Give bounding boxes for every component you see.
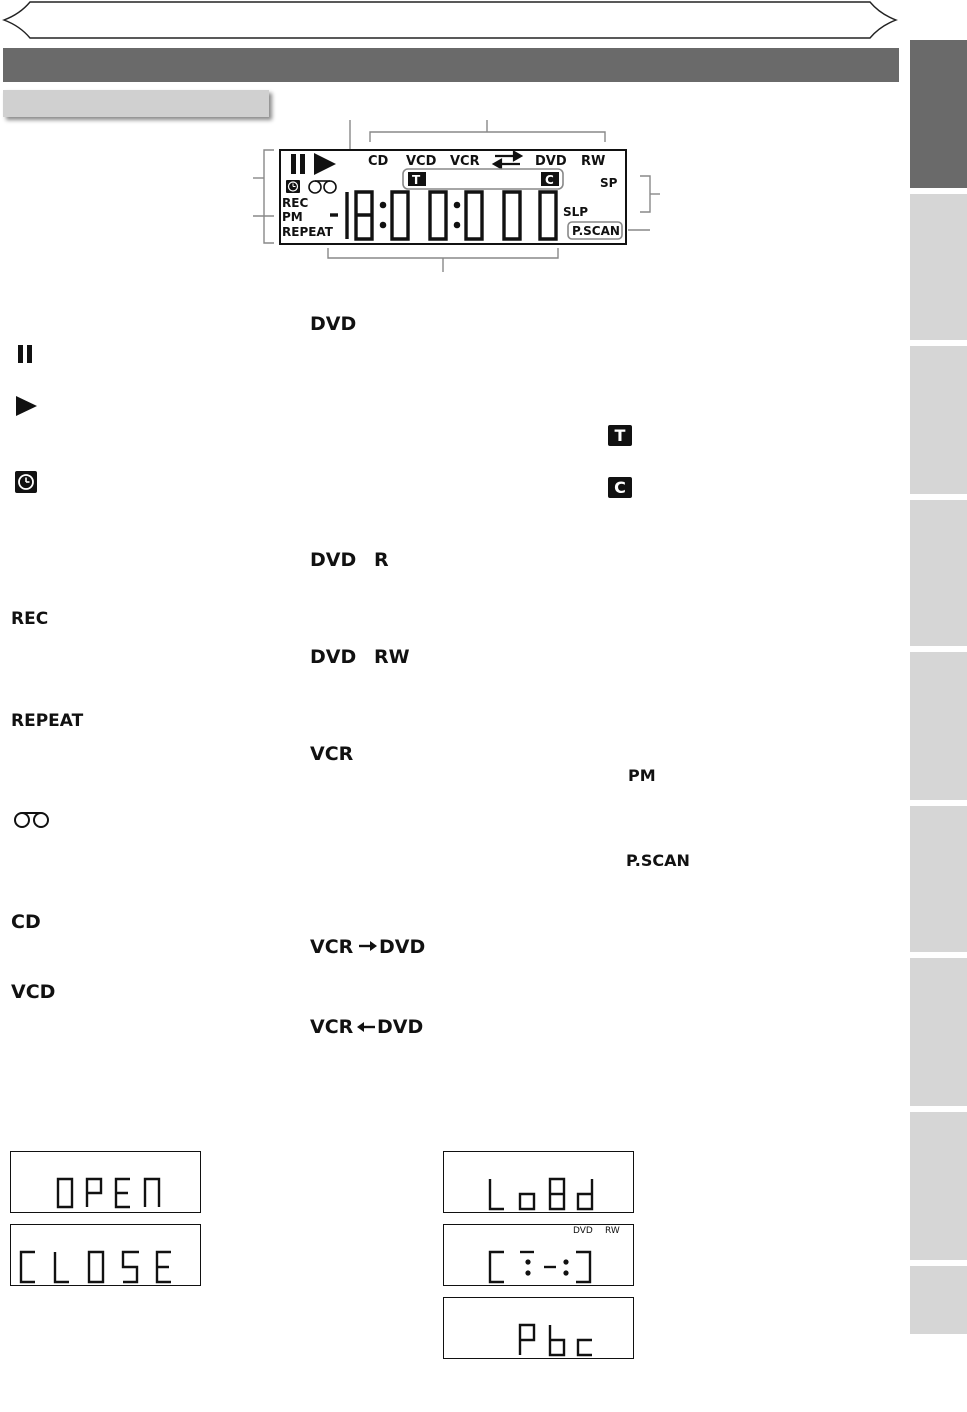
lcd-pm-label: PM xyxy=(282,210,303,224)
side-tab-1[interactable] xyxy=(910,40,967,188)
side-tab-5[interactable] xyxy=(910,652,967,800)
pause-indicator xyxy=(18,345,34,363)
vcr-to-dvd-vcr: VCR xyxy=(310,936,354,958)
lcd-sp-label: SP xyxy=(600,176,618,190)
right-arrow-icon xyxy=(358,939,378,953)
open-display xyxy=(10,1151,201,1213)
dvd-r-indicator-dvd: DVD xyxy=(310,549,357,571)
rw-display-dvd-label: DVD xyxy=(573,1226,593,1236)
dvd-r-indicator-r: R xyxy=(374,549,389,571)
front-panel-display-diagram xyxy=(250,112,660,280)
side-tab-3[interactable] xyxy=(910,346,967,494)
section-header-bar xyxy=(3,48,899,82)
pm-indicator: PM xyxy=(628,766,656,785)
lcd-repeat-label: REPEAT xyxy=(282,225,333,239)
lcd-timer-icon xyxy=(286,180,300,193)
side-tab-9[interactable] xyxy=(910,1266,967,1334)
timer-indicator xyxy=(14,470,38,494)
vcd-indicator: VCD xyxy=(11,981,56,1003)
rw-display xyxy=(443,1224,634,1286)
lcd-vcr-label: VCR xyxy=(450,154,480,169)
side-tab-2[interactable] xyxy=(910,194,967,340)
lcd-cd-label: CD xyxy=(368,154,389,169)
lcd-vcd-label: VCD xyxy=(406,154,437,169)
pscan-indicator: P.SCAN xyxy=(626,851,690,870)
close-display xyxy=(10,1224,201,1286)
play-indicator xyxy=(15,395,39,417)
side-tab-7[interactable] xyxy=(910,958,967,1106)
rec-indicator: REC xyxy=(11,609,49,629)
dvd-rw-indicator-dvd: DVD xyxy=(310,646,357,668)
lcd-slp-label: SLP xyxy=(563,205,589,219)
cd-indicator: CD xyxy=(11,911,41,933)
left-arrow-icon xyxy=(356,1020,376,1034)
pbc-display xyxy=(443,1297,634,1359)
lcd-rw-label: RW xyxy=(581,154,606,169)
lcd-dvd-label: DVD xyxy=(535,154,567,169)
repeat-indicator: REPEAT xyxy=(11,711,84,731)
vcr-indicator: VCR xyxy=(310,743,354,765)
cassette-indicator xyxy=(13,811,51,829)
lcd-chapter-mark-text: C xyxy=(545,173,554,187)
lcd-pscan-label: P.SCAN xyxy=(572,224,620,238)
load-display xyxy=(443,1151,634,1213)
side-tab-6[interactable] xyxy=(910,806,967,952)
subsection-tab xyxy=(3,90,269,117)
dvd-indicator: DVD xyxy=(310,313,357,335)
lcd-rec-label: REC xyxy=(282,196,309,210)
dvd-rw-indicator-rw: RW xyxy=(374,646,410,668)
title-indicator: T xyxy=(608,425,632,446)
vcr-to-dvd-dvd: DVD xyxy=(379,936,426,958)
lcd-title-mark-text: T xyxy=(412,173,421,187)
top-banner xyxy=(0,0,910,44)
chapter-indicator: C xyxy=(608,477,632,498)
dvd-to-vcr-dvd: DVD xyxy=(377,1016,424,1038)
dvd-to-vcr-vcr: VCR xyxy=(310,1016,354,1038)
side-tab-8[interactable] xyxy=(910,1112,967,1260)
side-tab-4[interactable] xyxy=(910,500,967,646)
rw-display-rw-label: RW xyxy=(605,1226,620,1236)
